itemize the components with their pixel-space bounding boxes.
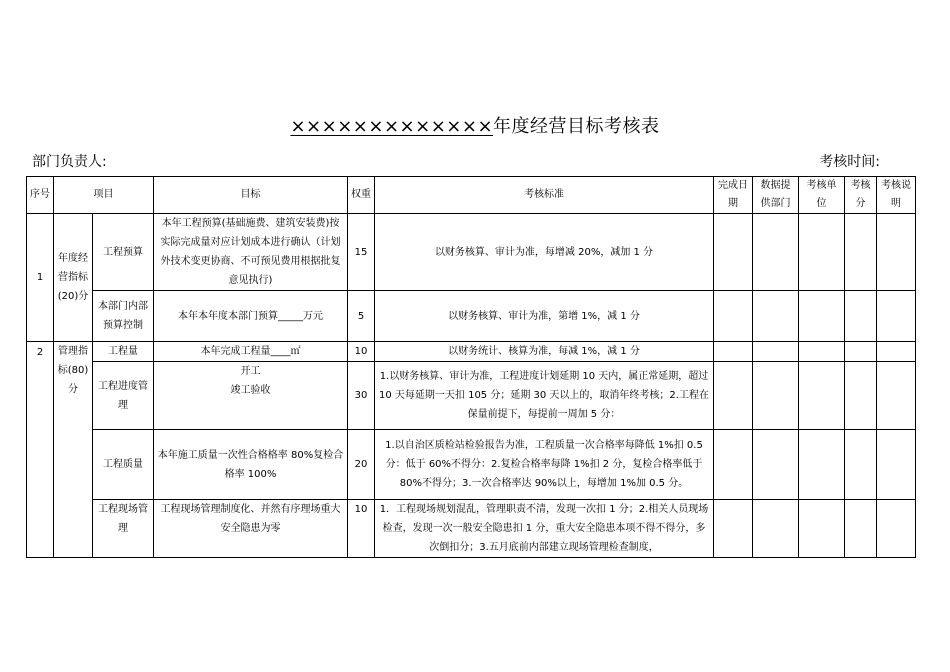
col-criteria-header: 考核标准 — [375, 177, 714, 214]
table-row — [27, 342, 916, 362]
table-header-row — [27, 177, 916, 214]
row-item: 工程质量 — [93, 430, 154, 500]
row-score-cell — [845, 214, 877, 291]
row-data-dept-cell — [753, 500, 799, 558]
col-target-header: 目标 — [154, 177, 348, 214]
col-weight-header: 权重 — [348, 177, 375, 214]
group-category: 年度经营指标(20)分 — [54, 214, 93, 342]
table-row — [27, 430, 916, 500]
row-data-dept-cell — [753, 291, 799, 342]
group-seq: 1 — [27, 214, 54, 342]
col-unit-header: 考核单位 — [799, 177, 845, 214]
row-criteria: 1．工程现场规划混乱，管理职责不清，发现一次扣 1 分；2.相关人员现场检查，发现一次一般安全隐患扣 1 分，重大安全隐患本项不得不得分，多次倒扣分；3.五月底前内部建立现场管理检查制度， — [375, 500, 714, 558]
row-note-cell — [877, 342, 916, 362]
row-done-date-cell — [714, 342, 753, 362]
group-seq: 2 — [27, 342, 54, 558]
row-done-date-cell — [714, 214, 753, 291]
table-row — [27, 500, 916, 558]
row-done-date-cell — [714, 362, 753, 430]
row-note-cell — [877, 430, 916, 500]
row-criteria: 以财务核算、审计为准，第增 1%，减 1 分 — [375, 291, 714, 342]
row-note-cell — [877, 214, 916, 291]
row-weight: 20 — [348, 430, 375, 500]
target-line-start: 开工 — [240, 366, 261, 377]
row-unit-cell — [799, 430, 845, 500]
row-unit-cell — [799, 214, 845, 291]
col-data-dept-header: 数据提供部门 — [753, 177, 799, 214]
row-score-cell — [845, 291, 877, 342]
row-unit-cell — [799, 500, 845, 558]
row-done-date-cell — [714, 430, 753, 500]
row-target — [154, 362, 348, 430]
row-weight: 30 — [348, 362, 375, 430]
row-done-date-cell — [714, 500, 753, 558]
row-target: 本年本年度本部门预算_____万元 — [154, 291, 348, 342]
row-target: 工程现场管理制度化、并然有序理场重大安全隐患为零 — [154, 500, 348, 558]
row-item: 本部门内部预算控制 — [93, 291, 154, 342]
row-target: 本年完成工程量____㎡ — [154, 342, 348, 362]
row-score-cell — [845, 500, 877, 558]
row-score-cell — [845, 362, 877, 430]
assessment-table — [26, 176, 916, 558]
row-item: 工程进度管理 — [93, 362, 154, 430]
title-placeholder: ××××××××××××× — [290, 116, 494, 137]
row-target: 本年工程预算(基础施费、建筑安装费)按实际完成量对应计划成本进行确认（计划外技术变更协商、不可预见费用根据批复意见执行) — [154, 214, 348, 291]
col-done-date-header: 完成日期 — [714, 177, 753, 214]
target-line-finish: 竣工验收 — [230, 385, 271, 396]
row-item: 工程量 — [93, 342, 154, 362]
row-criteria: 1.以财务核算、审计为准，工程进度计划延期 10 天内，属正常延期，超过 10 天每延期一天扣 105 分；延期 30 天以上的，取消年终考核；2.工程在保量前提下，每提前一周加 5 分： — [375, 362, 714, 430]
table-row — [27, 362, 916, 430]
table-row — [27, 291, 916, 342]
row-data-dept-cell — [753, 342, 799, 362]
row-data-dept-cell — [753, 430, 799, 500]
page-title — [0, 112, 950, 138]
row-unit-cell — [799, 342, 845, 362]
row-data-dept-cell — [753, 214, 799, 291]
row-criteria: 1.以自治区质检站检验报告为准，工程质量一次合格率每降低 1%扣 0.5 分：低于 60%不得分：2.复检合格率每降 1%扣 2 分，复检合格率低于 80%不得分；3.一次合格率达 90%以上，每增加 1%加 0.5 分。 — [375, 430, 714, 500]
row-weight: 15 — [348, 214, 375, 291]
col-seq-header: 序号 — [27, 177, 54, 214]
row-score-cell — [845, 430, 877, 500]
row-criteria: 以财务统计、核算为准，每减 1%，减 1 分 — [375, 342, 714, 362]
row-weight: 5 — [348, 291, 375, 342]
row-unit-cell — [799, 291, 845, 342]
group-category: 管理指标(80)分 — [54, 342, 93, 558]
row-score-cell — [845, 342, 877, 362]
row-data-dept-cell — [753, 362, 799, 430]
row-note-cell — [877, 362, 916, 430]
row-item: 工程现场管理 — [93, 500, 154, 558]
title-text: 年度经营目标考核表 — [493, 116, 660, 137]
row-weight: 10 — [348, 500, 375, 558]
col-item-header: 项目 — [54, 177, 154, 214]
row-note-cell — [877, 291, 916, 342]
table-row — [27, 214, 916, 291]
row-note-cell — [877, 500, 916, 558]
row-criteria: 以财务核算、审计为准，每增减 20%，减加 1 分 — [375, 214, 714, 291]
row-unit-cell — [799, 362, 845, 430]
row-done-date-cell — [714, 291, 753, 342]
col-note-header: 考核说明 — [877, 177, 916, 214]
row-target: 本年施工质量一次性合格格率 80%复检合格率 100% — [154, 430, 348, 500]
department-leader-label: 部门负责人: — [32, 154, 107, 170]
row-weight: 10 — [348, 342, 375, 362]
col-score-header: 考核分 — [845, 177, 877, 214]
assessment-time-label: 考核时间: — [819, 154, 880, 170]
row-item: 工程预算 — [93, 214, 154, 291]
